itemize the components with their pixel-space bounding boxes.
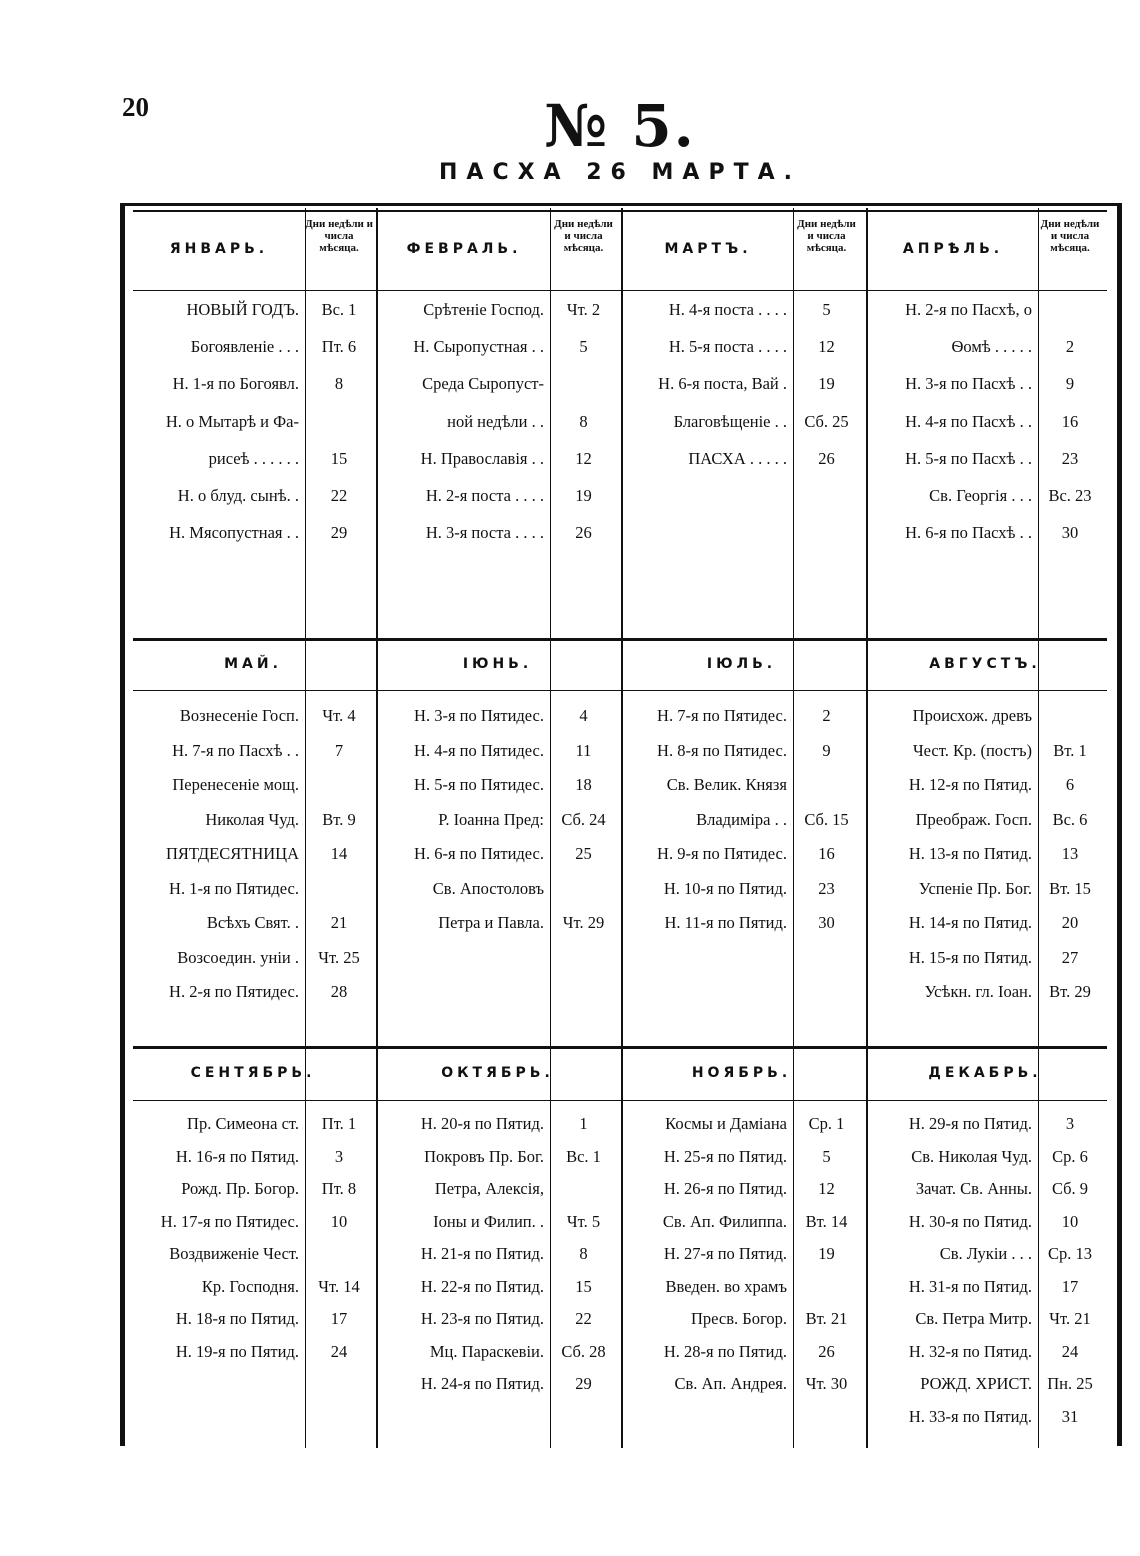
month-heading: АВГУСТЪ.: [929, 655, 1041, 672]
feast-label: Н. 28-я по Пятид.: [663, 1341, 787, 1361]
feast-date: 18: [575, 775, 592, 794]
feast-label: ПАСХА . . . . .: [688, 448, 787, 468]
feast-date: 10: [330, 1211, 348, 1231]
feast-date: 4: [579, 706, 588, 725]
feast-label: Н. 19-я по Пятид.: [175, 1341, 299, 1361]
feast-date: 16: [1061, 411, 1079, 431]
feast-date: 11: [575, 740, 592, 760]
feast-label: Н. 5-я поста . . . .: [668, 337, 787, 357]
section-1-head-rule: [133, 290, 1107, 291]
feast-date: 12: [818, 1179, 835, 1198]
feast-date: Пт. 6: [321, 337, 357, 357]
easter-date-heading: ПАСХА 26 МАРТА.: [439, 160, 801, 185]
page-number: 20: [122, 92, 149, 122]
feast-label: Н. 25-я по Пятид.: [663, 1146, 787, 1166]
feast-label: Н. 14-я по Пятид.: [908, 913, 1032, 932]
feast-date: 27: [1061, 947, 1079, 967]
feast-label: Петра, Алексія,: [434, 1179, 544, 1198]
feast-date: Вт. 15: [1049, 878, 1091, 898]
feast-date: Сб. 28: [561, 1341, 606, 1361]
feast-label: Н. 10-я по Пятид.: [663, 878, 787, 898]
feast-date: Вт. 29: [1049, 982, 1091, 1001]
feast-date: Чт. 2: [566, 300, 601, 319]
feast-label: Пр. Симеона ст.: [187, 1114, 299, 1133]
feast-date: 30: [818, 913, 835, 932]
feast-date: 10: [1061, 1211, 1079, 1231]
feast-label: Св. Лукіи . . .: [939, 1244, 1032, 1263]
feast-date: 12: [575, 448, 592, 468]
feast-label: Успеніе Пр. Бог.: [918, 878, 1032, 898]
feast-label: Н. 29-я по Пятид.: [908, 1114, 1032, 1133]
feast-date: 20: [1061, 913, 1079, 932]
feast-date: Вт. 9: [322, 809, 356, 829]
feast-label: Чест. Кр. (постъ): [912, 740, 1032, 760]
feast-label: Св. Георгія . . .: [929, 486, 1032, 505]
feast-label: Н. 1-я по Пятидес.: [169, 878, 299, 898]
feast-date: 29: [330, 523, 348, 543]
feast-label: Н. 12-я по Пятид.: [908, 775, 1032, 794]
feast-date: 28: [330, 982, 348, 1001]
feast-label: Н. 3-я поста . . . .: [425, 523, 544, 543]
group-divider: [376, 208, 378, 1448]
feast-label: Н. 4-я по Пятидес.: [414, 740, 544, 760]
feast-label: Н. 6-я по Пасхѣ . .: [905, 523, 1032, 543]
feast-date: Ср. 1: [808, 1114, 845, 1133]
feast-date: Сб. 25: [804, 411, 849, 431]
month-heading: НОЯБРЬ.: [691, 1064, 792, 1081]
feast-label: Николая Чуд.: [205, 809, 299, 829]
feast-date: Вт. 21: [805, 1309, 848, 1328]
feast-label: Вознесеніе Госп.: [179, 706, 299, 725]
feast-label: Н. 24-я по Пятид.: [420, 1374, 544, 1393]
feast-date: 8: [334, 374, 344, 394]
feast-label: Космы и Даміана: [665, 1114, 787, 1133]
feast-date: 15: [330, 448, 348, 468]
feast-date: 26: [818, 1341, 835, 1361]
feast-label: Богоявленіе . . .: [190, 337, 299, 357]
day-column-header: Дни недѣли и числа мѣсяца.: [797, 218, 856, 254]
feast-date: 8: [579, 411, 588, 431]
feast-label: Владиміра . .: [696, 809, 787, 829]
feast-label: Кр. Господня.: [201, 1276, 299, 1296]
feast-label: Н. 7-я по Пятидес.: [657, 706, 787, 725]
feast-date: 19: [818, 374, 835, 394]
feast-date: 23: [818, 878, 835, 898]
feast-date: Вс. 1: [566, 1146, 601, 1166]
feast-date: 26: [575, 523, 592, 543]
feast-date: 24: [1061, 1341, 1079, 1361]
group-divider: [621, 208, 623, 1448]
feast-label: Усѣкн. гл. Іоан.: [924, 982, 1032, 1001]
section-2-head-rule: [133, 690, 1107, 691]
table-number: № 5.: [544, 92, 696, 160]
feast-date: 2: [822, 706, 831, 725]
feast-label: Н. Православія . .: [420, 448, 544, 468]
feast-date: 3: [1065, 1114, 1075, 1133]
feast-label: Н. 17-я по Пятидес.: [160, 1211, 299, 1231]
month-heading: СЕНТЯБРЬ.: [190, 1064, 316, 1081]
feast-date: Чт. 21: [1049, 1309, 1091, 1328]
feast-date: Чт. 14: [318, 1276, 360, 1296]
feast-date: Сб. 15: [804, 809, 849, 829]
feast-date: 2: [1065, 337, 1075, 357]
feast-label: ной недѣли . .: [447, 411, 544, 431]
month-heading: МАЙ.: [224, 655, 282, 672]
feast-label: Н. 2-я по Пасхѣ, о: [905, 300, 1032, 319]
day-column-header: Дни недѣли и числа мѣсяца.: [305, 218, 373, 254]
feast-label: Св. Апостоловъ: [432, 878, 544, 898]
feast-date: 14: [330, 844, 348, 863]
feast-label: Св. Ап. Филиппа.: [662, 1211, 787, 1231]
feast-date: 22: [330, 486, 348, 505]
feast-date: Сб. 24: [561, 809, 606, 829]
feast-date: 3: [334, 1146, 344, 1166]
feast-label: Н. 3-я по Пасхѣ . .: [905, 374, 1032, 394]
feast-date: Вс. 6: [1052, 809, 1088, 829]
feast-label: Н. о Мытарѣ и Фа-: [165, 411, 299, 431]
section-3-top-rule: [133, 1046, 1107, 1049]
feast-date: Пн. 25: [1047, 1374, 1093, 1393]
feast-date: Чт. 29: [562, 913, 605, 932]
feast-label: Н. 23-я по Пятид.: [420, 1309, 544, 1328]
feast-label: Р. Іоанна Пред:: [438, 809, 544, 829]
feast-label: Н. 13-я по Пятид.: [908, 844, 1032, 863]
feast-date: 25: [575, 844, 592, 863]
feast-date: 19: [575, 486, 592, 505]
day-column-header: Дни недѣли и числа мѣсяца.: [554, 218, 613, 254]
feast-date: 5: [822, 300, 831, 319]
feast-date: Пт. 8: [321, 1179, 357, 1198]
feast-label: Іоны и Филип. .: [433, 1211, 544, 1231]
section-3-head-rule: [133, 1100, 1107, 1101]
feast-label: Н. 26-я по Пятид.: [663, 1179, 787, 1198]
feast-date: 13: [1061, 844, 1079, 863]
feast-label: Н. 30-я по Пятид.: [908, 1211, 1032, 1231]
feast-date: 22: [575, 1309, 592, 1328]
feast-label: Н. Мясопустная . .: [169, 523, 299, 543]
feast-label: Зачат. Св. Анны.: [915, 1179, 1032, 1198]
month-heading: ДЕКАБРЬ.: [928, 1064, 1042, 1081]
feast-label: Н. 4-я по Пасхѣ . .: [905, 411, 1032, 431]
feast-date: 31: [1061, 1406, 1079, 1426]
feast-label: Н. 33-я по Пятид.: [908, 1406, 1032, 1426]
month-heading: ОКТЯБРЬ.: [441, 1064, 554, 1081]
feast-label: Н. 15-я по Пятид.: [908, 947, 1032, 967]
feast-label: Рожд. Пр. Богор.: [181, 1179, 299, 1198]
feast-date: 9: [822, 740, 831, 760]
feast-label: Н. 16-я по Пятид.: [175, 1146, 299, 1166]
feast-date: 8: [579, 1244, 588, 1263]
feast-label: Н. 2-я по Пятидес.: [169, 982, 299, 1001]
feast-label: Всѣхъ Свят. .: [206, 913, 299, 932]
feast-date: Пт. 1: [321, 1114, 357, 1133]
month-heading: ІЮЛЬ.: [706, 655, 777, 672]
feast-label: Покровъ Пр. Бог.: [424, 1146, 544, 1166]
feast-label: Св. Николая Чуд.: [911, 1146, 1032, 1166]
feast-label: Н. 21-я по Пятид.: [420, 1244, 544, 1263]
feast-label: Н. 5-я по Пасхѣ . .: [905, 448, 1032, 468]
feast-label: Н. 8-я по Пятидес.: [657, 740, 787, 760]
feast-label: Св. Велик. Князя: [666, 775, 787, 794]
feast-label: Н. 4-я поста . . . .: [668, 300, 787, 319]
feast-label: Н. 32-я по Пятид.: [908, 1341, 1032, 1361]
feast-date: 19: [818, 1244, 835, 1263]
feast-date: 5: [579, 337, 588, 357]
feast-date: Чт. 25: [318, 947, 360, 967]
feast-date: 17: [330, 1309, 348, 1328]
feast-label: Н. 1-я по Богоявл.: [172, 374, 299, 394]
feast-date: 24: [330, 1341, 348, 1361]
feast-date: 30: [1061, 523, 1079, 543]
feast-label: Воздвиженіе Чест.: [169, 1244, 299, 1263]
feast-date: 26: [818, 448, 835, 468]
feast-label: Мц. Параскевіи.: [429, 1341, 544, 1361]
feast-label: Н. 31-я по Пятид.: [908, 1276, 1032, 1296]
table-top-rule: [133, 210, 1107, 212]
feast-label: НОВЫЙ ГОДЪ.: [186, 300, 299, 319]
section-2-top-rule: [133, 638, 1107, 641]
feast-label: Н. 18-я по Пятид.: [175, 1309, 299, 1328]
feast-date: 1: [579, 1114, 588, 1133]
feast-label: Срѣтеніе Господ.: [423, 300, 544, 319]
feast-date: Вс. 23: [1048, 486, 1092, 505]
group-divider: [866, 208, 868, 1448]
month-heading: ІЮНЬ.: [462, 655, 533, 672]
feast-label: РОЖД. ХРИСТ.: [920, 1374, 1032, 1393]
feast-label: Среда Сыропуст-: [422, 374, 544, 394]
feast-date: 6: [1065, 775, 1075, 794]
feast-date: 16: [818, 844, 835, 863]
month-heading: МАРТЪ.: [664, 241, 752, 257]
feast-date: 15: [575, 1276, 592, 1296]
feast-label: Н. 27-я по Пятид.: [663, 1244, 787, 1263]
feast-label: Н. 11-я по Пятид.: [664, 913, 787, 932]
feast-label: Н. 9-я по Пятидес.: [657, 844, 787, 863]
feast-date: Ср. 13: [1047, 1244, 1092, 1263]
feast-label: Св. Ап. Андрея.: [674, 1374, 787, 1393]
month-heading: ЯНВАРЬ.: [169, 241, 269, 257]
month-heading: ФЕВРАЛЬ.: [406, 241, 522, 257]
feast-label: Петра и Павла.: [438, 913, 544, 932]
feast-label: Введен. во храмъ: [665, 1276, 787, 1296]
feast-label: ПЯТДЕСЯТНИЦА: [165, 844, 299, 863]
feast-label: Св. Петра Митр.: [915, 1309, 1032, 1328]
feast-date: 9: [1065, 374, 1075, 394]
feast-date: 29: [575, 1374, 592, 1393]
feast-label: Н. 5-я по Пятидес.: [414, 775, 544, 794]
feast-label: Возсоедин. уніи .: [177, 947, 299, 967]
feast-date: 7: [334, 740, 344, 760]
feast-label: Происхож. древъ: [912, 706, 1032, 725]
feast-date: Чт. 5: [566, 1211, 601, 1231]
feast-label: Н. 22-я по Пятид.: [420, 1276, 544, 1296]
feast-label: Н. 6-я поста, Вай .: [658, 374, 787, 394]
feast-label: Н. о блуд. сынѣ. .: [177, 486, 299, 505]
feast-date: 21: [330, 913, 348, 932]
feast-date: Вт. 14: [805, 1211, 848, 1231]
feast-date: Сб. 9: [1051, 1179, 1089, 1198]
feast-date: Вс. 1: [321, 300, 357, 319]
feast-label: Н. 2-я поста . . . .: [425, 486, 544, 505]
feast-label: Н. 3-я по Пятидес.: [414, 706, 544, 725]
feast-label: Перенесеніе мощ.: [172, 775, 299, 794]
feast-label: рисеѣ . . . . . .: [208, 448, 299, 468]
feast-date: Вт. 1: [1053, 740, 1087, 760]
month-heading: АПРѢЛЬ.: [902, 241, 1004, 257]
feast-label: Преображ. Госп.: [915, 809, 1032, 829]
feast-label: Н. 7-я по Пасхѣ . .: [172, 740, 299, 760]
feast-label: Н. 6-я по Пятидес.: [414, 844, 544, 863]
feast-date: Чт. 30: [805, 1374, 848, 1393]
feast-label: Благовѣщеніе . .: [673, 411, 787, 431]
feast-date: Ср. 6: [1052, 1146, 1088, 1166]
feast-label: Ѳомѣ . . . . .: [951, 337, 1032, 357]
feast-date: Чт. 4: [322, 706, 356, 725]
feast-date: 23: [1061, 448, 1079, 468]
feast-date: 17: [1061, 1276, 1079, 1296]
feast-label: Н. Сыропустная . .: [413, 337, 544, 357]
feast-date: 5: [822, 1146, 831, 1166]
feast-label: Пресв. Богор.: [691, 1309, 787, 1328]
feast-date: 12: [818, 337, 835, 357]
feast-label: Н. 20-я по Пятид.: [420, 1114, 544, 1133]
day-column-header: Дни недѣли и числа мѣсяца.: [1040, 218, 1100, 254]
